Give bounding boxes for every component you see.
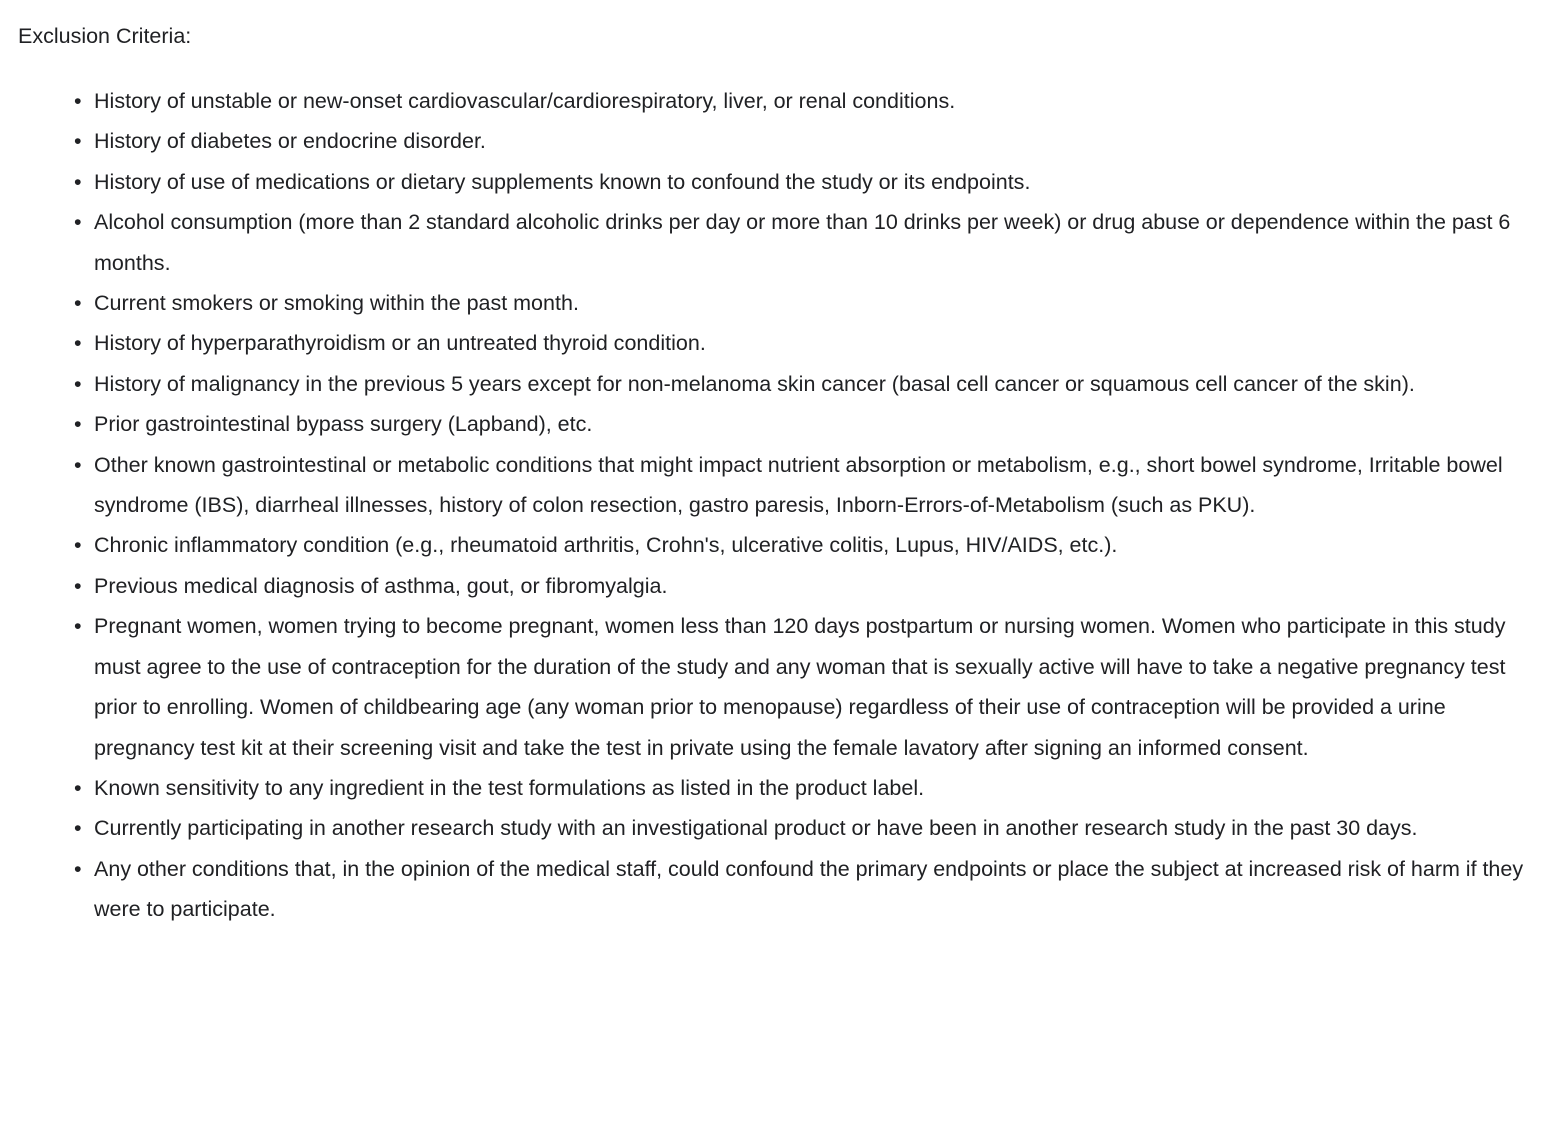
- list-item: [0, 162, 1568, 202]
- list-item: [0, 445, 1568, 526]
- bullet-icon: •: [74, 573, 82, 598]
- list-item: [0, 525, 1568, 565]
- bullet-icon: •: [74, 331, 82, 356]
- list-item: [0, 849, 1568, 930]
- list-item: [0, 121, 1568, 161]
- page-title: Exclusion Criteria:: [18, 24, 192, 48]
- list-item-text: Chronic inflammatory condition (e.g., rheumatoid arthritis, Crohn's, ulcerative colitis, Lupus, HIV/AIDS, etc.).: [94, 533, 1118, 558]
- list-item: [0, 606, 1568, 768]
- list-item: [0, 283, 1568, 323]
- bullet-icon: •: [74, 169, 82, 194]
- bullet-icon: •: [74, 129, 82, 154]
- list-item-text: Known sensitivity to any ingredient in the test formulations as listed in the product label.: [94, 775, 925, 800]
- bullet-icon: •: [74, 856, 82, 881]
- bullet-icon: •: [74, 533, 82, 558]
- list-item-text: History of unstable or new-onset cardiovascular/cardiorespiratory, liver, or renal conditions.: [94, 89, 956, 113]
- list-item: [0, 566, 1568, 606]
- list-item-text: Alcohol consumption (more than 2 standard alcoholic drinks per day or more than 10 drinks per week) or drug abuse or dependence within the past 6 months.: [94, 210, 1511, 275]
- list-item-text: History of diabetes or endocrine disorder.: [94, 129, 486, 154]
- list-item: [0, 81, 1568, 121]
- list-item-text: Other known gastrointestinal or metabolic conditions that might impact nutrient absorption or metabolism, e.g., short bowel syndrome, Irritable bowel syndrome (IBS), diarrheal illnesses, history of colon resection, gastro paresis, Inborn-Errors-of-Metabolism (such as PKU).: [94, 452, 1503, 518]
- list-item-text: Pregnant women, women trying to become pregnant, women less than 120 days postpartum or nursing women. Women who participate in this study must agree to the use of contraception for the duration of the study and any woman that is sexually active will have to take a negative pregnancy test prior to enrolling. Women of childbearing age (any woman prior to menopause) regardless of their use of contraception will be provided a urine pregnancy test kit at their screening visit and take the test in private using the female lavatory after signing an informed consent.: [94, 614, 1506, 760]
- list-item: [0, 202, 1568, 283]
- bullet-icon: •: [74, 89, 82, 113]
- bullet-icon: •: [74, 210, 82, 235]
- list-item-text: History of malignancy in the previous 5 years except for non-melanoma skin cancer (basal cell cancer or squamous cell cancer of the skin).: [94, 371, 1415, 396]
- list-item-text: Any other conditions that, in the opinion of the medical staff, could confound the primary endpoints or place the subject at increased risk of harm if they were to participate.: [94, 856, 1524, 922]
- bullet-icon: •: [74, 614, 82, 639]
- list-item-text: History of use of medications or dietary supplements known to confound the study or its endpoints.: [94, 169, 1031, 194]
- exclusion-criteria-list: [0, 81, 1568, 930]
- list-item: [0, 404, 1568, 444]
- list-item-text: Currently participating in another research study with an investigational product or have been in another research study in the past 30 days.: [94, 816, 1418, 841]
- bullet-icon: •: [74, 816, 82, 841]
- list-item-text: Prior gastrointestinal bypass surgery (Lapband), etc.: [94, 412, 593, 437]
- list-item: [0, 364, 1568, 404]
- list-item-text: Previous medical diagnosis of asthma, gout, or fibromyalgia.: [94, 573, 668, 598]
- bullet-icon: •: [74, 452, 82, 477]
- bullet-icon: •: [74, 291, 82, 316]
- list-item: [0, 768, 1568, 808]
- list-item: [0, 323, 1568, 363]
- bullet-icon: •: [74, 371, 82, 396]
- list-item: [0, 808, 1568, 848]
- bullet-icon: •: [74, 775, 82, 800]
- list-item-text: History of hyperparathyroidism or an untreated thyroid condition.: [94, 331, 706, 356]
- list-item-text: Current smokers or smoking within the past month.: [94, 291, 579, 316]
- bullet-icon: •: [74, 412, 82, 437]
